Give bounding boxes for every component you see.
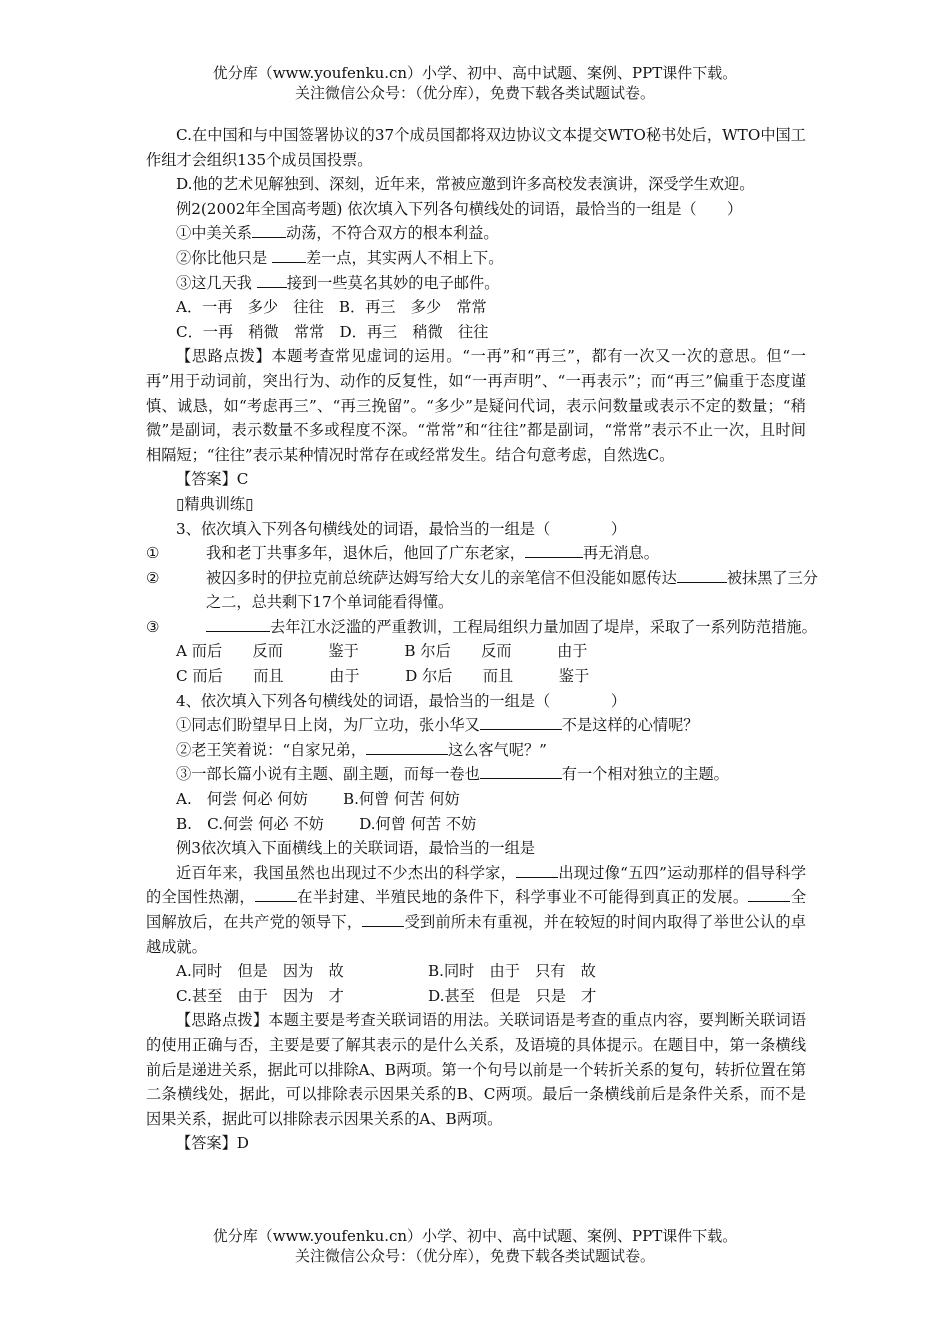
page-footer	[0, 1226, 950, 1266]
fill-blank	[525, 543, 583, 558]
question-4-sentence-1: ①同志们盼望早日上岗，为厂立功，张小华又 不是这样的心情呢？	[176, 716, 699, 735]
footer-line-1: 优分库（www.youfenku.cn）小学、初中、高中试题、案例、PPT课件下载。	[212, 1227, 738, 1245]
example-3-title: 例3依次填入下面横线上的关联词语，最恰当的一组是	[176, 839, 535, 858]
example-3-passage: 近百年来，我国虽然也出现过不少杰出的科学家， 出现过像“五四”运动那样的倡导科学的全国性热潮， 在半封建、半殖民地的条件下，科学事业不可能得到真正的发展。 全国解放后，在共产党的领导下， 受到前所未有重视，并在较短的时间内取得了举世公认的卓越成就。	[146, 863, 807, 956]
example-2-options-cd: C．一再 稍微 常常 D．再三 稍微 往往	[176, 322, 489, 341]
example-2-sentence-1: ①中美关系 动荡，不符合双方的根本利益。	[176, 224, 499, 243]
example-2-sentence-2: ②你比他只是 差一点，其实两人不相上下。	[176, 248, 504, 267]
fill-blank	[257, 273, 287, 288]
example-3-answer: 【答案】D	[176, 1134, 249, 1153]
question-4-title: 4、依次填入下列各句横线处的词语，最恰当的一组是（ ）	[176, 691, 627, 710]
example-2-answer: 【答案】C	[176, 470, 249, 489]
question-3-item-3: ③ 去年江水泛滥的严重教训，工程局组织力量加固了堤岸，采取了一系列防范措施。	[146, 617, 817, 636]
example-3-options-cd: C.甚至 由于 因为 才 D.甚至 但是 只是 才	[176, 986, 597, 1005]
question-3-title: 3、依次填入下列各句横线处的词语，最恰当的一组是（ ）	[176, 519, 627, 538]
example-2-sentence-3: ③这几天我 接到一些莫名其妙的电子邮件。	[176, 273, 500, 292]
fill-blank	[252, 223, 286, 238]
question-4-sentence-3: ③一部长篇小说有主题、副主题，而每一卷也 有一个相对独立的主题。	[176, 765, 729, 784]
question-3-options-ab: A 而后 反而 鉴于 B 尔后 反而 由于	[176, 642, 588, 661]
fill-blank	[516, 863, 558, 878]
option-c-text: C.在中国和与中国签署协议的37个成员国都将双边协议文本提交WTO秘书处后，WTO中国工作组才会组织135个成员国投票。	[146, 126, 806, 169]
example-2-analysis: 【思路点拨】本题考查常见虚词的运用。“一再”和“再三”，都有一次又一次的意思。但“一再”用于动词前，突出行为、动作的反复性，如“一再声明”、“一再表示”；而“再三”偏重于态度谨慎、诚恳，如“考虑再三”、“再三挽留”。“多少”是疑问代词，表示问数量或表示不定的数量；“稍微”是副词，表示数量不多或程度不深。“常常”和“往往”都是副词，“常常”表示不止一次，且时间相隔短；“往往”表示某种情况时常存在或经常发生。结合句意考虑，自然选C。	[146, 347, 806, 464]
fill-blank	[480, 764, 562, 779]
fill-blank	[206, 617, 270, 632]
fill-blank	[480, 715, 562, 730]
fill-blank	[366, 740, 448, 755]
question-3-item-2: ② 被囚多时的伊拉克前总统萨达姆写给大女儿的亲笔信不但没能如愿传达 被抹黑了三分之二，总共剩下17个单词能看得懂。	[146, 568, 818, 612]
page-header	[0, 63, 950, 103]
header-line-2: 关注微信公众号：（优分库），免费下载各类试题试卷。	[294, 84, 655, 102]
example-3-analysis: 【思路点拨】本题主要是考查关联词语的用法。关联词语是考查的重点内容，要判断关联词语的使用正确与否，主要是要了解其表示的是什么关系，及语境的具体提示。在题目中，第一条横线前后是递进关系，据此可以排除A、B两项。第一个句号以前是一个转折关系的复句，转折位置在第二条横线处，据此，可以排除表示因果关系的B、C两项。最后一条横线前后是条件关系，而不是因果关系，据此可以排除表示因果关系的A、B两项。	[146, 1011, 807, 1128]
training-title: ▯精典训练▯	[176, 494, 254, 513]
question-3-options-cd: C 而后 而且 由于 D 尔后 而且 鉴于	[176, 667, 590, 686]
option-d-text: D.他的艺术见解独到、深刻，近年来，常被应邀到许多高校发表演讲，深受学生欢迎。	[176, 175, 755, 194]
example-2-options-ab: A．一再 多少 往往 B．再三 多少 常常	[176, 298, 487, 317]
footer-line-2: 关注微信公众号：（优分库），免费下载各类试题试卷。	[294, 1247, 655, 1265]
document-body	[146, 123, 818, 1156]
question-4-sentence-2: ②老王笑着说：“自家兄弟， 这么客气呢？”	[176, 740, 547, 759]
example-2-title: 例2(2002年全国高考题) 依次填入下列各句横线处的词语，最恰当的一组是（ ）	[176, 199, 743, 218]
question-4-options-ab: A. 何尝 何必 何妨 B.何曾 何苦 何妨	[176, 790, 460, 809]
question-3-item-1: ① 我和老丁共事多年，退休后，他回了广东老家， 再无消息。	[146, 544, 659, 563]
fill-blank	[255, 887, 297, 902]
fill-blank	[272, 248, 306, 263]
header-line-1: 优分库（www.youfenku.cn）小学、初中、高中试题、案例、PPT课件下载。	[212, 64, 738, 82]
example-3-options-ab: A.同时 但是 因为 故 B.同时 由于 只有 故	[176, 962, 596, 981]
question-4-options-cd: B. C.何尝 何必 不妨 D.何曾 何苦 不妨	[176, 814, 477, 833]
fill-blank	[677, 568, 727, 583]
fill-blank	[362, 912, 404, 927]
fill-blank	[748, 887, 790, 902]
